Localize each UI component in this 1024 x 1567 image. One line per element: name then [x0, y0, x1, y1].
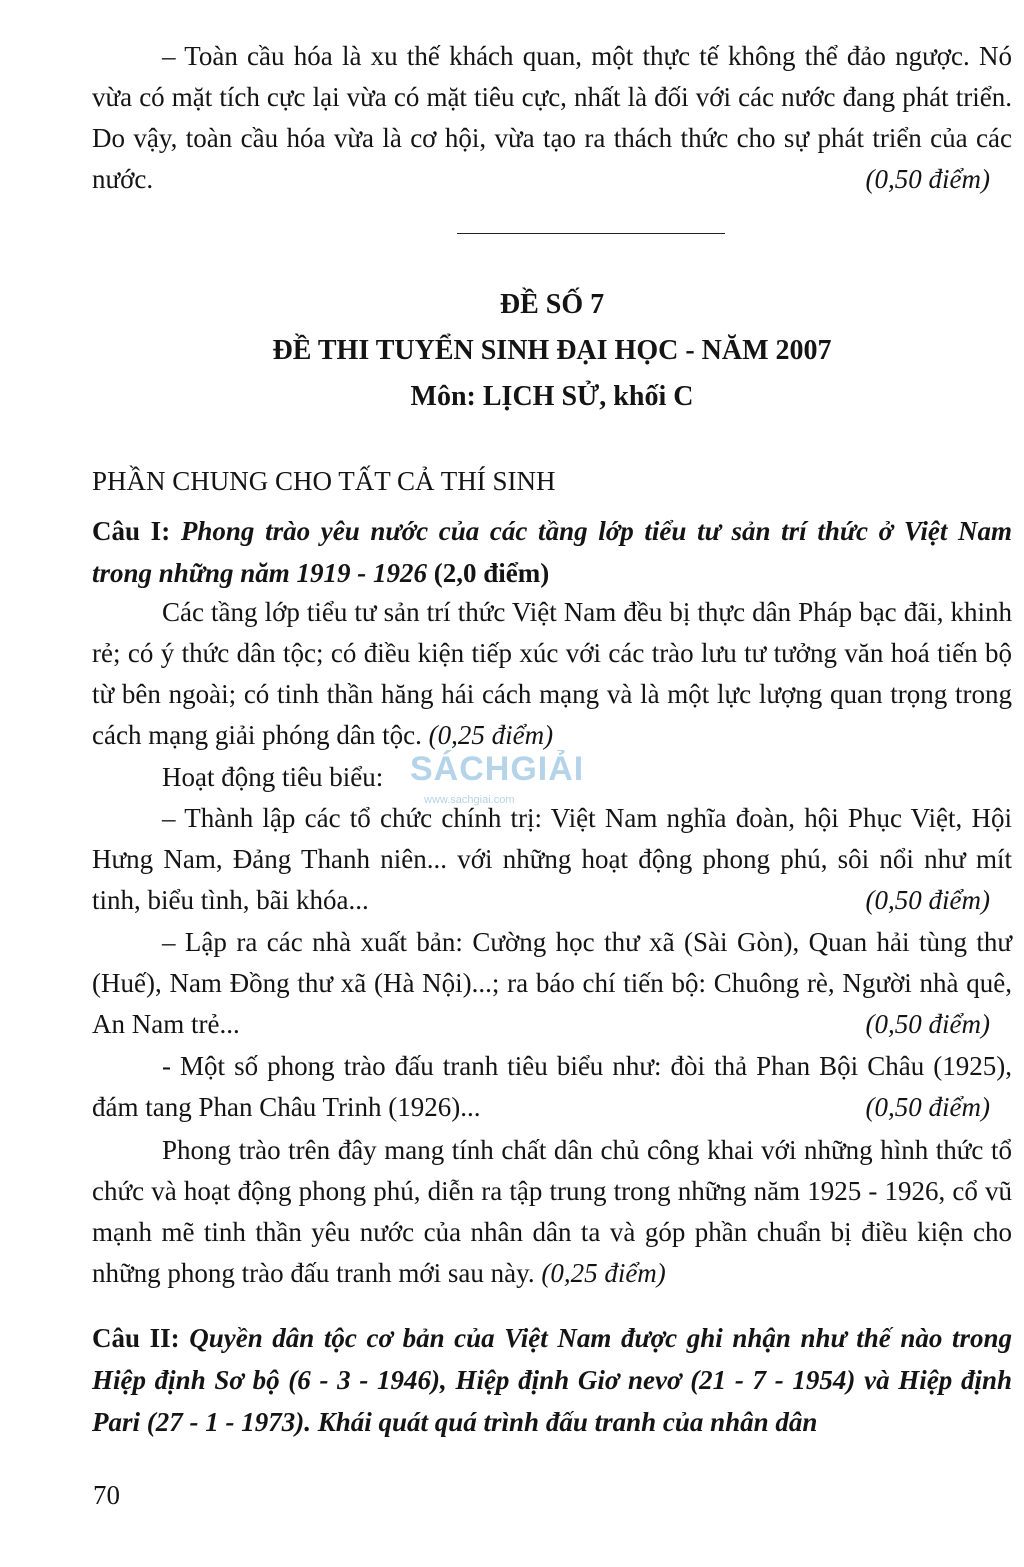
section-title: PHẦN CHUNG CHO TẤT CẢ THÍ SINH	[92, 466, 556, 496]
exam-title: ĐỀ THI TUYỂN SINH ĐẠI HỌC - NĂM 2007	[272, 335, 832, 366]
intro-text: – Toàn cầu hóa là xu thế khách quan, một thực tế không thể đảo ngược. Nó vừa có mặt tích cực lại vừa có mặt tiêu cực, nhất là đối với các nước đang phát triển. Do vậy, toàn cầu hóa vừa là cơ hội, vừa tạo ra thách thức cho sự phát triển của các nước.	[92, 41, 1012, 194]
question-1-points: (2,0 điểm)	[433, 558, 550, 588]
q1-p1-text: Hoạt động tiêu biểu:	[162, 762, 384, 792]
exam-number: ĐỀ SỐ 7	[499, 289, 605, 320]
question-2-text: Quyền dân tộc cơ bản của Việt Nam được ghi nhận như thế nào trong Hiệp định Sơ bộ (6 - 3 - 1946), Hiệp định Giơ nevơ (21 - 7 - 1954) và Hiệp định Pari (27 - 1 - 1973). Khái quát quá trình đấu tranh của nhân dân	[92, 1323, 1012, 1437]
question-1-heading	[92, 510, 1012, 594]
q1-p5-text: Phong trào trên đây mang tính chất dân chủ công khai với những hình thức tổ chức và hoạt động phong phú, diễn ra tập trung trong những năm 1925 - 1926, cổ vũ mạnh mẽ tinh thần yêu nước của nhân dân ta và góp phần chuẩn bị điều kiện cho những phong trào đấu tranh mới sau này.	[92, 1135, 1012, 1288]
q1-p0-score: (0,25 điểm)	[428, 720, 554, 750]
intro-paragraph	[92, 36, 1012, 200]
q1-paragraph-context	[92, 592, 1012, 756]
page-number: 70	[93, 1480, 120, 1510]
intro-score: (0,50 điểm)	[865, 164, 990, 194]
question-1-label: Câu I:	[92, 516, 171, 546]
q1-p2-text: – Thành lập các tổ chức chính trị: Việt Nam nghĩa đoàn, hội Phục Việt, Hội Hưng Nam, Đảng Thanh niên... với những hoạt động phong phú, sôi nổi như mít tinh, biểu tình, bãi khóa...	[92, 803, 1012, 915]
separator-line	[457, 233, 725, 234]
q1-p3-score: (0,50 điểm)	[865, 1009, 990, 1039]
q1-p3-text: – Lập ra các nhà xuất bản: Cường học thư xã (Sài Gòn), Quan hải tùng thư (Huế), Nam Đồng thư xã (Hà Nội)...; ra báo chí tiến bộ: Chuông rè, Người nhà quê, An Nam trẻ...	[92, 927, 1012, 1039]
question-2-label: Câu II:	[92, 1323, 180, 1353]
q1-p2-score: (0,50 điểm)	[865, 885, 990, 915]
q1-paragraph-organizations	[92, 798, 1012, 921]
question-2-heading	[92, 1317, 1012, 1443]
watermark-url: www.sachgiai.com	[424, 794, 515, 806]
q1-p4-text: - Một số phong trào đấu tranh tiêu biểu như: đòi thả Phan Bội Châu (1925), đám tang Phan Châu Trinh (1926)...	[92, 1051, 1012, 1122]
q1-paragraph-movements	[92, 1046, 1012, 1128]
exam-subject: Môn: LỊCH SỬ, khối C	[410, 381, 694, 412]
question-1-text: Phong trào yêu nước của các tầng lớp tiểu tư sản trí thức ở Việt Nam trong những năm 1919 - 1926	[92, 516, 1013, 588]
q1-paragraph-publishers	[92, 922, 1012, 1045]
q1-p5-score: (0,25 điểm)	[541, 1258, 666, 1288]
q1-paragraph-conclusion	[92, 1130, 1012, 1294]
watermark-brand: SÁCHGIẢI	[410, 750, 585, 788]
q1-p0-text: Các tầng lớp tiểu tư sản trí thức Việt Nam đều bị thực dân Pháp bạc đãi, khinh rẻ; có ý thức dân tộc; có điều kiện tiếp xúc với các trào lưu tư tưởng văn hoá tiến bộ từ bên ngoài; có tinh thần hăng hái cách mạng và là một lực lượng quan trọng trong cách mạng giải phóng dân tộc.	[92, 597, 1012, 750]
q1-paragraph-activities	[92, 757, 1012, 798]
q1-p4-score: (0,50 điểm)	[865, 1092, 990, 1122]
